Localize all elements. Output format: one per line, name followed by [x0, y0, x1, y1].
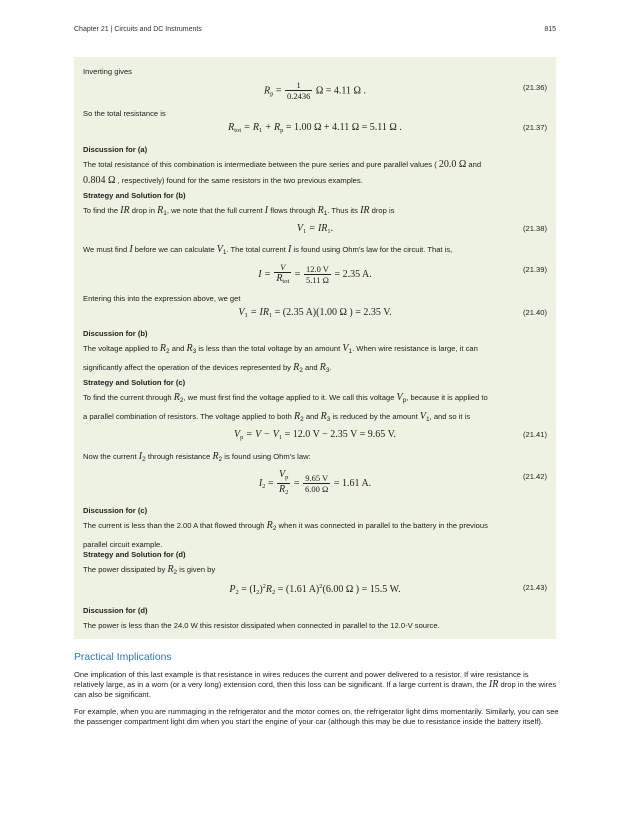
discussion-c-heading: Discussion for (c)	[83, 506, 148, 515]
equation-21-43: $P_2 = (I_2)^2R_2 = (1.61$ A)$^2$(6.00 Ω ) = 15.5 W.	[229, 583, 401, 596]
inverting-gives-text: Inverting gives	[83, 67, 132, 76]
strategy-b-heading: Strategy and Solution for (b)	[83, 191, 186, 200]
equation-21-38: $V_1 = IR_1$.	[296, 223, 334, 235]
page-number: 815	[544, 26, 556, 33]
strategy-d-text: The power dissipated by R2 is given by	[83, 564, 216, 576]
equation-number-21-41: (21.41)	[522, 430, 547, 439]
equation-21-36: $R_p$ = $\frac{1}{0.2436}$ Ω = 4.11 Ω .	[263, 80, 366, 101]
discussion-d-text: The power is less than the 24.0 W this resistor dissipated when connected in parallel to the 12.0-V source.	[83, 621, 440, 630]
discussion-b-heading: Discussion for (b)	[83, 329, 148, 338]
must-find-text: We must find I before we can calculate V1. The total current I is found using Ohm’s law for the circuit. That is,	[83, 244, 453, 256]
equation-number-21-37: (21.37)	[522, 123, 547, 132]
discussion-b-text: The voltage applied to R2 and R3 is less than the total voltage by an amount V1. When wire resistance is large, it can significantly affect the operation of the devices represented by R2 and R3.	[83, 343, 478, 374]
equation-number-21-38: (21.38)	[522, 224, 547, 233]
strategy-d-heading: Strategy and Solution for (d)	[83, 550, 186, 559]
practical-implications-title: Practical Implications	[74, 652, 172, 663]
equation-number-21-42: (21.42)	[522, 472, 547, 481]
page-header	[74, 26, 556, 38]
equation-21-41: $V_p = V - V_1 = 12.0$ V − 2.35 V = 9.65 V.	[233, 429, 397, 441]
equation-number-21-39: (21.39)	[522, 265, 547, 274]
discussion-a-text: The total resistance of this combination is intermediate between the pure series and pure parallel values ( 20.0 Ω and 0.804 Ω , respectively) found for the same resistors in the two previous examples.	[83, 159, 482, 186]
equation-21-39: I = $\frac{V}{R_{tot}}$ = $\frac{12.0 V}{5.11 \Omega}$ = 2.35 A.	[258, 262, 372, 285]
equation-21-40: $V_1 = IR_1 = (2.35$ A)(1.00 Ω ) = 2.35 V.	[238, 307, 392, 319]
equation-21-42: $I_2$ = $\frac{V_p}{R_2}$ = $\frac{9.65 V}{6.00 \Omega}$ = 1.61 A.	[258, 469, 372, 496]
so-total-text: So the total resistance is	[83, 109, 166, 118]
strategy-c-text: To find the current through R2, we must first find the voltage applied to it. We call this voltage Vp, because it is applied to a parallel combination of resistors. The voltage applied to both R2 and R3 is reduced by the amount V1, and so it is	[83, 392, 488, 423]
strategy-c-heading: Strategy and Solution for (c)	[83, 378, 186, 387]
practical-paragraph-2: For example, when you are rummaging in the refrigerator and the motor comes on, the refrigerator light dims momentarily. Similarly, you can see the passenger compartment light dim when you start the engine of your car (although this may be due to resistance inside the battery itself).	[74, 707, 559, 726]
equation-number-21-43: (21.43)	[522, 583, 547, 592]
now-current-text: Now the current I2 through resistance R2 is found using Ohm’s law:	[83, 451, 311, 463]
discussion-c-text: The current is less than the 2.00 A that flowed through R2 when it was connected in parallel to the battery in the previous parallel circuit example.	[83, 520, 488, 549]
strategy-b-text: To find the IR drop in R1, we note that the full current I flows through R1. Thus its IR drop is	[83, 205, 395, 217]
chapter-title: Chapter 21 | Circuits and DC Instruments	[74, 26, 202, 33]
discussion-a-heading: Discussion for (a)	[83, 145, 148, 154]
practical-paragraph-1: One implication of this last example is that resistance in wires reduces the current and power delivered to a resistor. If wire resistance is relatively large, as in a worn (or a very long) extension cord, then this loss can be significant. If a large current is drawn, the IR drop in the wires can also be significant.	[74, 670, 557, 699]
discussion-d-heading: Discussion for (d)	[83, 606, 148, 615]
example-box	[74, 57, 556, 639]
equation-number-21-36: (21.36)	[522, 83, 547, 92]
equation-21-37: $R_{tot} = R_1 + R_p = 1.00$ Ω + 4.11 Ω = 5.11 Ω .	[228, 122, 402, 134]
entering-text: Entering this into the expression above, we get	[83, 294, 241, 303]
equation-number-21-40: (21.40)	[522, 308, 547, 317]
